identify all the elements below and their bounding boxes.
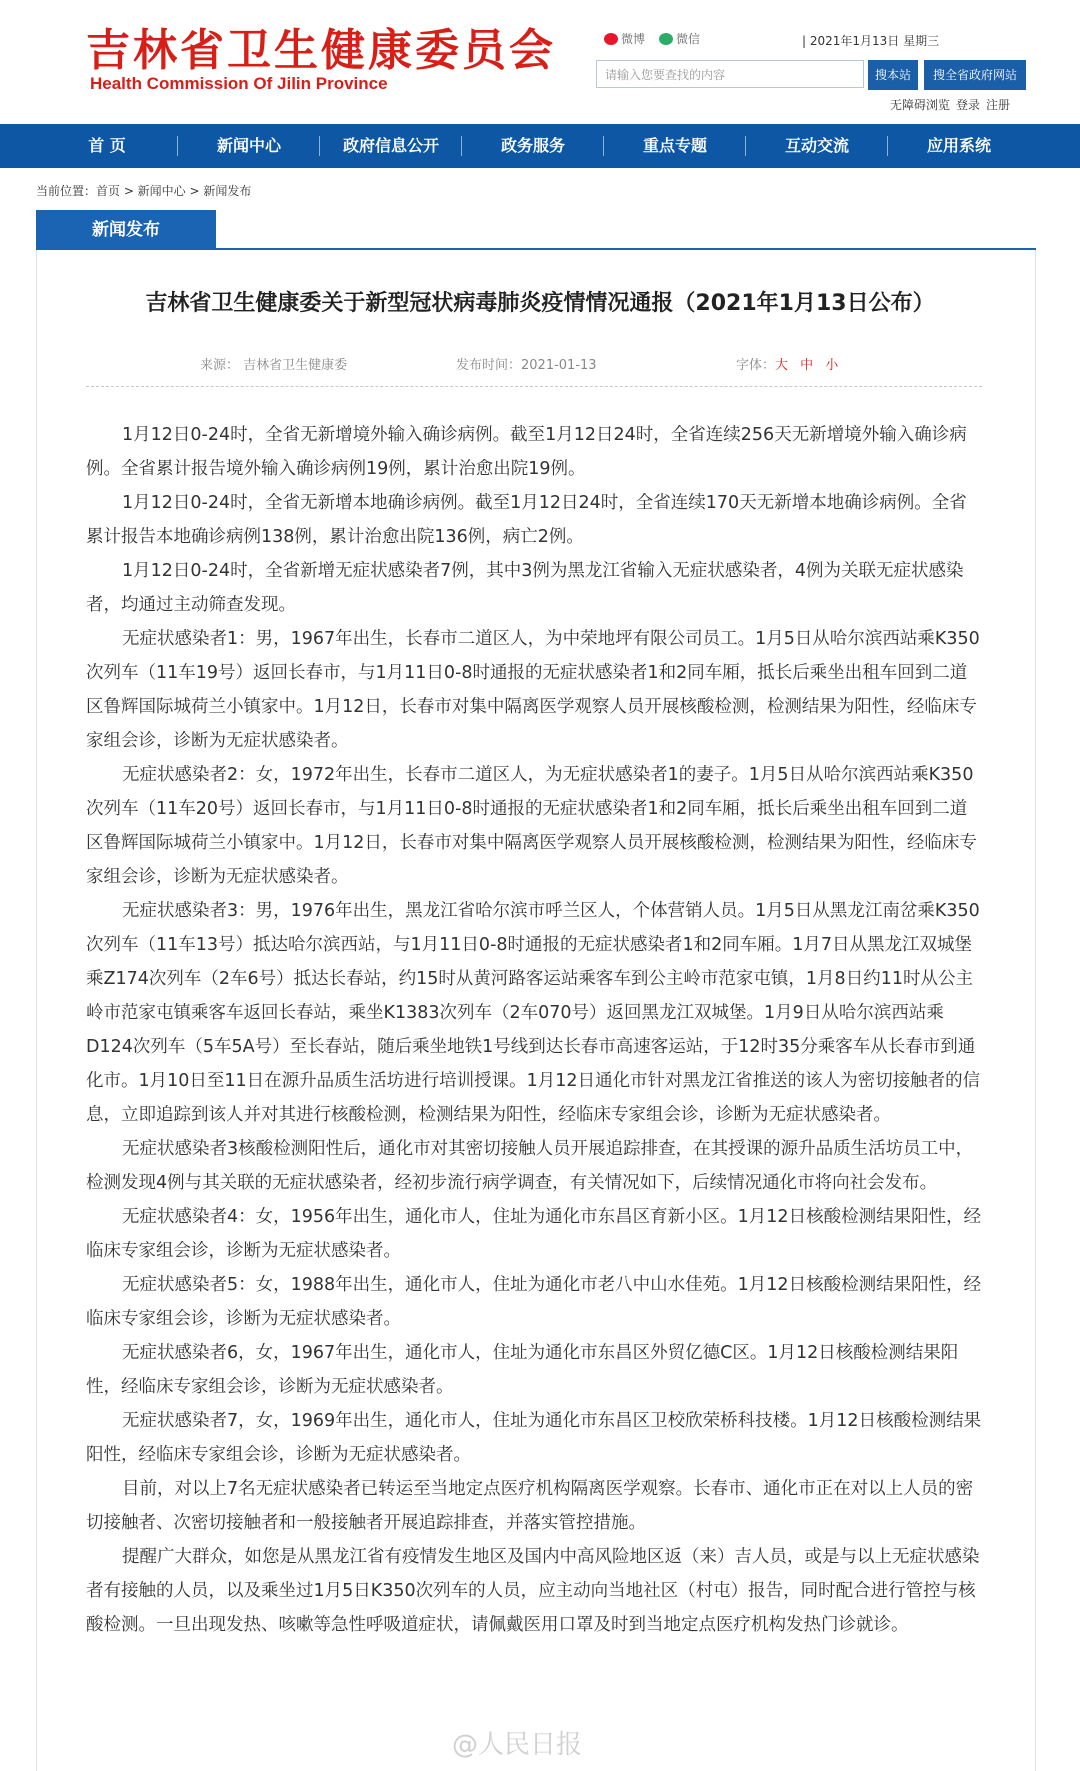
watermark: @人民日报: [452, 1730, 583, 1760]
nav-item-interaction[interactable]: 互动交流: [746, 124, 888, 168]
breadcrumb[interactable]: 当前位置：首页 > 新闻中心 > 新闻发布: [36, 184, 252, 198]
article-paragraph: 无症状感染者1：男，1967年出生，长春市二道区人，为中荣地坪有限公司员工。1月5日从哈尔滨西站乘K350次列车（11车19号）返回长春市，与1月11日0-8时通报的无症状感染者1和2同车厢，抵长后乘坐出租车回到二道区鲁辉国际城荷兰小镇家中。1月12日，长春市对集中隔离医学观察人员开展核酸检测，检测结果为阳性，经临床专家组会诊，诊断为无症状感染者。: [86, 629, 980, 751]
meta-divider: [86, 386, 982, 387]
article-paragraph: 无症状感染者7，女，1969年出生，通化市人，住址为通化市东昌区卫校欣荣桥科技楼。1月12日核酸检测结果阳性，经临床专家组会诊，诊断为无症状感染者。: [86, 1411, 982, 1465]
nav-item-news-center[interactable]: 新闻中心: [178, 124, 320, 168]
search-input[interactable]: 请输入您要查找的内容: [596, 60, 864, 88]
font-size-switcher: [736, 354, 842, 373]
article-paragraph: 无症状感染者3核酸检测阳性后，通化市对其密切接触人员开展追踪排查，在其授课的源升品质生活坊员工中，检测发现4例与其关联的无症状感染者，经初步流行病学调查，有关情况如下，后续情况通化市将向社会发布。: [86, 1139, 974, 1193]
article-paragraph: 无症状感染者2：女，1972年出生，长春市二道区人，为无症状感染者1的妻子。1月5日从哈尔滨西站乘K350次列车（11车20号）返回长春市，与1月11日0-8时通报的无症状感染者1和2同车厢，抵长后乘坐出租车回到二道区鲁辉国际城荷兰小镇家中。1月12日，长春市对集中隔离医学观察人员开展核酸检测，检测结果为阳性，经临床专家组会诊，诊断为无症状感染者。: [86, 765, 977, 887]
article-paragraph: 目前，对以上7名无症状感染者已转运至当地定点医疗机构隔离医学观察。长春市、通化市正在对以上人员的密切接触者、次密切接触者和一般接触者开展追踪排查，并落实管控措施。: [86, 1479, 974, 1533]
font-size-options[interactable]: 大 中 小: [775, 358, 843, 373]
article-title: 吉林省卫生健康委关于新型冠状病毒肺炎疫情情况通报（2021年1月13日公布）: [145, 291, 935, 316]
site-header: [0, 0, 1080, 124]
article-body: [86, 418, 982, 1642]
social-links: [604, 30, 700, 47]
site-logo-chinese[interactable]: 吉林省卫生健康委员会: [86, 25, 556, 76]
site-logo-english[interactable]: Health Commission Of Jilin Province: [90, 74, 388, 93]
current-date: | 2021年1月13日 星期三: [802, 34, 940, 48]
user-links: [884, 96, 1010, 113]
weibo-label: 微博: [621, 32, 646, 46]
article-source: 来源： 吉林省卫生健康委: [200, 358, 348, 373]
nav-item-key-topics[interactable]: 重点专题: [604, 124, 746, 168]
register-link[interactable]: 注册: [986, 98, 1011, 112]
article-paragraph: 提醒广大群众，如您是从黑龙江省有疫情发生地区及国内中高风险地区返（来）吉人员，或是与以上无症状感染者有接触的人员，以及乘坐过1月5日K350次列车的人员，应主动向当地社区（村屯）报告，同时配合进行管控与核酸检测。一旦出现发热、咳嗽等急性呼吸道症状，请佩戴医用口罩及时到当地定点医疗机构发热门诊就诊。: [86, 1547, 980, 1635]
wechat-link[interactable]: [659, 30, 700, 47]
article-paragraph: 无症状感染者6，女，1967年出生，通化市人，住址为通化市东昌区外贸亿德C区。1月12日核酸检测结果阳性，经临床专家组会诊，诊断为无症状感染者。: [86, 1343, 959, 1397]
nav-item-gov-info[interactable]: 政府信息公开: [320, 124, 462, 168]
article-publish-time: 发布时间：2021-01-13: [456, 358, 597, 373]
weibo-icon: [604, 33, 618, 45]
nav-item-home[interactable]: 首 页: [36, 124, 178, 168]
accessibility-link[interactable]: 无障碍浏览: [890, 98, 951, 112]
nav-item-app-systems[interactable]: 应用系统: [926, 136, 991, 155]
article-paragraph: 无症状感染者4：女，1956年出生，通化市人，住址为通化市东昌区育新小区。1月12日核酸检测结果阳性，经临床专家组会诊，诊断为无症状感染者。: [86, 1207, 982, 1261]
article-paragraph: 无症状感染者3：男，1976年出生，黑龙江省哈尔滨市呼兰区人，个体营销人员。1月5日从黑龙江南岔乘K350次列车（11车13号）抵达哈尔滨西站，与1月11日0-8时通报的无症状感染者1和2同车厢。1月7日从黑龙江双城堡乘Z174次列车（2车6号）抵达长春站，约15时从黄河路客运站乘客车到公主岭市范家屯镇，1月8日约11时从公主岭市范家屯镇乘客车返回长春站，乘坐K1383次列车（2车070号）返回黑龙江双城堡。1月9日从哈尔滨西站乘D124次列车（5车5A号）至长春站，随后乘坐地铁1号线到达长春市高速客运站，于12时35分乘客车从长春市到通化市。1月10日至11日在源升品质生活坊进行培训授课。1月12日通化市针对黑龙江省推送的该人为密切接触者的信息，立即追踪到该人并对其进行核酸检测，检测结果为阳性，经临床专家组会诊，诊断为无症状感染者。: [86, 901, 981, 1125]
search-all-gov-button[interactable]: 搜全省政府网站: [924, 60, 1026, 90]
wechat-label: 微信: [676, 32, 701, 46]
article-paragraph: 无症状感染者5：女，1988年出生，通化市人，住址为通化市老八中山水佳苑。1月12日核酸检测结果阳性，经临床专家组会诊，诊断为无症状感染者。: [86, 1275, 982, 1329]
search-site-button[interactable]: 搜本站: [868, 60, 918, 90]
font-size-label: 字体：: [736, 358, 776, 373]
article-paragraph: 1月12日0-24时，全省无新增境外输入确诊病例。截至1月12日24时，全省连续256天无新增境外输入确诊病例。全省累计报告境外输入确诊病例19例，累计治愈出院19例。: [86, 425, 967, 479]
section-tab-news-release[interactable]: 新闻发布: [36, 210, 216, 250]
article-paragraph: 1月12日0-24时，全省无新增本地确诊病例。截至1月12日24时，全省连续170天无新增本地确诊病例。全省累计报告本地确诊病例138例，累计治愈出院136例，病亡2例。: [86, 493, 967, 547]
article-paragraph: 1月12日0-24时，全省新增无症状感染者7例，其中3例为黑龙江省输入无症状感染者，4例为关联无症状感染者，均通过主动筛查发现。: [86, 561, 964, 615]
nav-item-gov-services[interactable]: 政务服务: [462, 124, 604, 168]
wechat-icon: [659, 33, 673, 45]
login-link[interactable]: 登录: [956, 98, 981, 112]
weibo-link[interactable]: [604, 30, 645, 47]
main-nav: [0, 124, 1080, 168]
